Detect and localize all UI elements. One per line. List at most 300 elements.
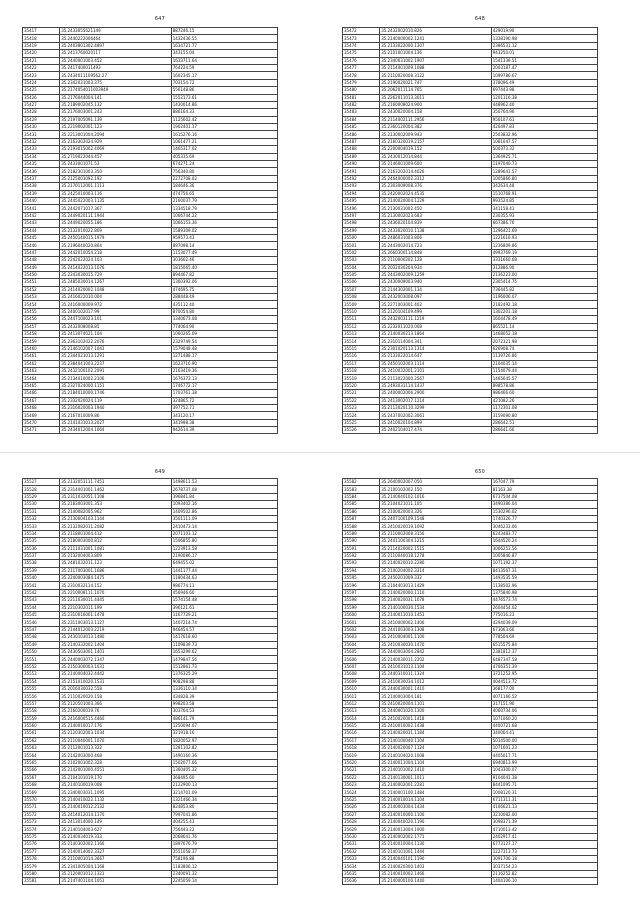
value-cell: 1623716.90 xyxy=(171,360,277,367)
value-cell: 4476573.74 xyxy=(491,597,597,604)
row-id-cell: 35439 xyxy=(23,190,60,197)
table-row xyxy=(343,612,598,619)
coordinate-cell: 35.2271003001.402 xyxy=(380,301,492,308)
coordinate-cell: 35.2114002111.2956 xyxy=(380,116,492,123)
row-id-cell: 35542 xyxy=(23,589,60,596)
coordinate-cell: 35.2134010002.2106 xyxy=(60,375,172,382)
table-row xyxy=(23,759,278,766)
value-cell: 764224.59 xyxy=(171,64,277,71)
table-row xyxy=(343,338,598,345)
value-cell: 397752.71 xyxy=(171,404,277,411)
value-cell: 1197040.73 xyxy=(491,161,597,168)
table-row xyxy=(23,338,278,345)
value-cell: 1676373.13 xyxy=(171,375,277,382)
coordinate-cell: 35.2363102022.2076 xyxy=(60,338,172,345)
coordinate-cell: 35.2344021013.1291 xyxy=(60,353,172,360)
value-cell: 1506855.80 xyxy=(171,538,277,545)
table-row xyxy=(23,796,278,803)
table-row xyxy=(23,848,278,855)
coordinate-cell: 35.2140010002.1466 xyxy=(380,870,492,877)
table-row xyxy=(23,323,278,330)
table-row xyxy=(343,323,598,330)
row-id-cell: 35627 xyxy=(343,811,380,818)
table-row xyxy=(343,486,598,493)
table-row xyxy=(343,286,598,293)
coordinate-cell: 35.2163202014.4026 xyxy=(380,168,492,175)
row-id-cell: 35521 xyxy=(343,390,380,397)
coordinate-cell: 35.2242022024.103 xyxy=(60,257,172,264)
value-cell: 1407214.74 xyxy=(171,619,277,626)
coordinate-cell: 35.2110020020.158 xyxy=(60,693,172,700)
coordinate-cell: 35.2443002014.723 xyxy=(380,242,492,249)
coordinate-cell: 35.2102001002.328 xyxy=(60,759,172,766)
row-id-cell: 35610 xyxy=(343,685,380,692)
table-row xyxy=(23,479,278,486)
value-cell: 1109839.73 xyxy=(171,641,277,648)
data-table xyxy=(22,27,278,434)
row-id-cell: 35574 xyxy=(23,826,60,833)
table-row xyxy=(343,131,598,138)
row-id-cell: 35510 xyxy=(343,308,380,315)
value-cell: 824853.80 xyxy=(171,804,277,811)
table-row xyxy=(343,308,598,315)
value-cell: 6940813.99 xyxy=(491,759,597,766)
value-cell: 429019.90 xyxy=(491,28,597,35)
row-id-cell: 35438 xyxy=(23,183,60,190)
page-number: 650 xyxy=(474,469,486,475)
value-cell: 3501111.09 xyxy=(171,515,277,522)
coordinate-cell: 35.2130002009.943 xyxy=(380,131,492,138)
value-cell: 2122900.13 xyxy=(171,782,277,789)
table-row xyxy=(343,745,598,752)
value-cell: 1093402.16 xyxy=(171,501,277,508)
coordinate-cell: 35.2430503001.1401 xyxy=(60,648,172,655)
value-cell: 1302201.18 xyxy=(491,308,597,315)
coordinate-cell: 35.2485030014.1267 xyxy=(60,279,172,286)
table-row xyxy=(23,183,278,190)
table-row xyxy=(23,508,278,515)
value-cell: 1541339.51 xyxy=(491,57,597,64)
row-id-cell: 35504 xyxy=(343,264,380,271)
table-row xyxy=(23,64,278,71)
table-row xyxy=(23,212,278,219)
table-row xyxy=(23,648,278,655)
coordinate-cell: 35.2314001001.1462 xyxy=(60,486,172,493)
coordinate-cell: 35.2189002045.132 xyxy=(60,101,172,108)
row-id-cell: 35588 xyxy=(343,523,380,530)
coordinate-cell: 35.2310016001.1478 xyxy=(60,612,172,619)
table-row xyxy=(343,234,598,241)
value-cell: 1479847.56 xyxy=(171,656,277,663)
table-row xyxy=(23,515,278,522)
row-id-cell: 35494 xyxy=(343,190,380,197)
row-id-cell: 35583 xyxy=(343,486,380,493)
value-cell: 756443.22 xyxy=(171,826,277,833)
value-cell: 1375840.98 xyxy=(491,589,597,596)
value-cell: 4294039.09 xyxy=(491,619,597,626)
coordinate-cell: 35.2110020008.3122 xyxy=(380,72,492,79)
row-id-cell: 35607 xyxy=(343,663,380,670)
coordinate-cell: 35.2140410022.1132 xyxy=(60,796,172,803)
value-cell: 4071166.52 xyxy=(491,693,597,700)
table-row xyxy=(23,153,278,160)
value-cell: 894467.82 xyxy=(171,271,277,278)
value-cell: 2402917.41 xyxy=(491,833,597,840)
row-id-cell: 35524 xyxy=(343,412,380,419)
row-id-cell: 35551 xyxy=(23,656,60,663)
table-row xyxy=(343,35,598,42)
coordinate-cell: 35.2413002017.1214 xyxy=(380,397,492,404)
value-cell: 6711311.31 xyxy=(491,796,597,803)
value-cell: 167047.79 xyxy=(491,479,597,486)
value-cell: 6737504.08 xyxy=(491,493,597,500)
coordinate-cell: 35.2140004032.4442 xyxy=(60,671,172,678)
table-row xyxy=(343,501,598,508)
row-id-cell: 35532 xyxy=(23,515,60,522)
value-cell: 1071060.20 xyxy=(491,715,597,722)
coordinate-cell: 35.2310032114.152 xyxy=(60,582,172,589)
coordinate-cell: 35.2441003003.1308 xyxy=(380,626,492,633)
coordinate-cell: 35.2032030204.934 xyxy=(380,264,492,271)
table-row xyxy=(23,671,278,678)
table-row xyxy=(23,72,278,79)
coordinate-cell: 35.2133022014.647 xyxy=(380,353,492,360)
table-row xyxy=(23,774,278,781)
table-row xyxy=(343,634,598,641)
row-id-cell: 35562 xyxy=(23,737,60,744)
row-id-cell: 35420 xyxy=(23,50,60,57)
table-row xyxy=(23,390,278,397)
table-row xyxy=(23,678,278,685)
coordinate-cell: 35.2140332002.1404 xyxy=(60,641,172,648)
table-row xyxy=(343,730,598,737)
table-row xyxy=(343,693,598,700)
table-row xyxy=(23,752,278,759)
row-id-cell: 35613 xyxy=(343,708,380,715)
coordinate-cell: 35.2311003013.1127 xyxy=(60,619,172,626)
table-row xyxy=(23,782,278,789)
coordinate-cell: 35.2183003001.353 xyxy=(60,501,172,508)
table-row xyxy=(343,257,598,264)
coordinate-cell: 35.2120501003.366 xyxy=(60,700,172,707)
value-cell: 4405017.71 xyxy=(491,752,597,759)
coordinate-cell: 35.2232011020.008 xyxy=(380,323,492,330)
value-cell: 2410473.14 xyxy=(171,523,277,530)
value-cell: 1432436.55 xyxy=(171,35,277,42)
value-cell: 6487347.58 xyxy=(491,656,597,663)
coordinate-cell: 35.2133022000.1307 xyxy=(380,42,492,49)
row-id-cell: 35464 xyxy=(23,375,60,382)
value-cell: 312886.90 xyxy=(491,264,597,271)
coordinate-cell: 35.2327024000.1151 xyxy=(60,382,172,389)
value-cell: 1138502.96 xyxy=(491,582,597,589)
table-row xyxy=(343,64,598,71)
value-cell: 1815065.40 xyxy=(171,264,277,271)
table-row xyxy=(343,42,598,49)
coordinate-cell: 35.2450201009.332 xyxy=(380,575,492,582)
value-cell: 1125602.42 xyxy=(171,116,277,123)
value-cell: 1005846.87 xyxy=(491,552,597,559)
row-id-cell: 35554 xyxy=(23,678,60,685)
row-id-cell: 35493 xyxy=(343,183,380,190)
coordinate-cell: 35.2219002001.123 xyxy=(60,124,172,131)
table-row xyxy=(23,131,278,138)
row-id-cell: 35620 xyxy=(343,759,380,766)
table-row xyxy=(23,730,278,737)
coordinate-cell: 35.2340031002.1907 xyxy=(380,57,492,64)
row-id-cell: 35518 xyxy=(343,367,380,374)
value-cell: 1364925.71 xyxy=(491,153,597,160)
value-cell: 230355.93 xyxy=(491,212,597,219)
table-row xyxy=(23,715,278,722)
value-cell: 2678737.08 xyxy=(171,486,277,493)
row-id-cell: 35629 xyxy=(343,826,380,833)
row-id-cell: 35628 xyxy=(343,818,380,825)
coordinate-cell: 35.2481032011.123 xyxy=(60,560,172,567)
row-id-cell: 35482 xyxy=(343,101,380,108)
value-cell: 1430014.86 xyxy=(171,101,277,108)
row-id-cell: 35419 xyxy=(23,42,60,49)
row-id-cell: 35453 xyxy=(23,294,60,301)
value-cell: 3091706.18 xyxy=(491,855,597,862)
row-id-cell: 35430 xyxy=(23,124,60,131)
value-cell: 1066744.22 xyxy=(171,212,277,219)
row-id-cell: 35561 xyxy=(23,730,60,737)
value-cell: 5014500.00 xyxy=(491,737,597,744)
table-row xyxy=(23,168,278,175)
table-row xyxy=(343,367,598,374)
value-cell: 1153077.49 xyxy=(171,249,277,256)
coordinate-cell: 35.2140014002.3327 xyxy=(60,848,172,855)
row-id-cell: 35512 xyxy=(343,323,380,330)
coordinate-cell: 35.2316020003.1940 xyxy=(60,404,172,411)
coordinate-cell: 35.2140020300.1403 xyxy=(380,863,492,870)
coordinate-cell: 35.2410032001.2101 xyxy=(380,367,492,374)
coordinate-cell: 35.2400002006.2900 xyxy=(380,390,492,397)
value-cell: 703154.72 xyxy=(171,79,277,86)
value-cell: 1574154.48 xyxy=(171,597,277,604)
value-cell: 1740326.77 xyxy=(491,515,597,522)
row-id-cell: 35466 xyxy=(23,390,60,397)
value-cell: 1465317.02 xyxy=(171,146,277,153)
value-cell: 1081047.57 xyxy=(491,138,597,145)
row-id-cell: 35609 xyxy=(343,678,380,685)
row-id-cell: 35437 xyxy=(23,175,60,182)
table-row xyxy=(343,153,598,160)
coordinate-cell: 35.2120104109.499 xyxy=(380,308,492,315)
table-row xyxy=(343,545,598,552)
table-row xyxy=(23,234,278,241)
coordinate-cell: 35.2104403013.1429 xyxy=(380,582,492,589)
table-row xyxy=(343,116,598,123)
coordinate-cell: 35.2341005004.1168 xyxy=(60,863,172,870)
coordinate-cell: 35.2117003001.1686 xyxy=(60,567,172,574)
row-id-cell: 35612 xyxy=(343,700,380,707)
coordinate-cell: 35.2130002023.683 xyxy=(380,212,492,219)
value-cell: 6773127.17 xyxy=(491,841,597,848)
coordinate-cell: 35.2432003111.1219 xyxy=(380,316,492,323)
value-cell: 368495.60 xyxy=(171,774,277,781)
table-row xyxy=(343,375,598,382)
value-cell: 2272708.02 xyxy=(171,175,277,182)
table-row xyxy=(343,427,598,434)
table-row xyxy=(343,412,598,419)
row-id-cell: 35435 xyxy=(23,161,60,168)
table-row xyxy=(23,811,278,818)
table-row xyxy=(23,878,278,885)
table-row xyxy=(23,612,278,619)
coordinate-cell: 35.2410004001.1100 xyxy=(380,634,492,641)
value-cell: 1296421.69 xyxy=(491,227,597,234)
table-row xyxy=(343,552,598,559)
table-row xyxy=(343,316,598,323)
row-id-cell: 35585 xyxy=(343,501,380,508)
row-id-cell: 35601 xyxy=(343,619,380,626)
value-cell: 1201116.38 xyxy=(491,94,597,101)
table-row xyxy=(343,138,598,145)
table-row xyxy=(343,789,598,796)
table-row xyxy=(23,552,278,559)
coordinate-cell: 35.2140101001.1444 xyxy=(380,848,492,855)
row-id-cell: 35436 xyxy=(23,168,60,175)
coordinate-cell: 35.2413074021.104 xyxy=(60,331,172,338)
table-row xyxy=(343,759,598,766)
table-row xyxy=(343,538,598,545)
coordinate-cell: 35.2144302001.134 xyxy=(380,286,492,293)
row-id-cell: 35635 xyxy=(343,870,380,877)
coordinate-cell: 35.2120001012.1321 xyxy=(60,870,172,877)
row-id-cell: 35426 xyxy=(23,94,60,101)
table-row xyxy=(343,87,598,94)
value-cell: 2072321.98 xyxy=(491,338,597,345)
row-id-cell: 35428 xyxy=(23,109,60,116)
value-cell: 2104035.14 xyxy=(491,360,597,367)
row-id-cell: 35522 xyxy=(343,397,380,404)
coordinate-cell: 35.2132051111.7451 xyxy=(60,479,172,486)
row-id-cell: 35563 xyxy=(23,745,60,752)
value-cell: 1404106.10 xyxy=(491,878,597,885)
coordinate-cell: 35.2450102003.1114 xyxy=(380,360,492,367)
table-row xyxy=(23,382,278,389)
coordinate-cell: 35.2360120004.382 xyxy=(380,124,492,131)
table-row xyxy=(343,597,598,604)
coordinate-cell: 35.2140030213.1864 xyxy=(380,331,492,338)
coordinate-cell: 35.2449020111.1944 xyxy=(60,212,172,219)
coordinate-cell: 35.2174054011003949 xyxy=(60,87,172,94)
value-cell: 1653299.62 xyxy=(171,648,277,655)
coordinate-cell: 35.2243030015.729 xyxy=(60,271,172,278)
value-cell: 3159090.80 xyxy=(491,412,597,419)
value-cell: 500373.32 xyxy=(491,146,597,153)
page-number: 649 xyxy=(154,469,166,475)
value-cell: 321918.16 xyxy=(171,730,277,737)
coordinate-cell: 35.2147401104.1051 xyxy=(60,878,172,885)
value-cell: 2136223.00 xyxy=(491,271,597,278)
table-row xyxy=(343,175,598,182)
table-row xyxy=(343,648,598,655)
coordinate-cell: 35.2160200019.76 xyxy=(60,708,172,715)
value-cell: 343155.04 xyxy=(171,50,277,57)
value-cell: 1602345.17 xyxy=(171,72,277,79)
coordinate-cell: 35.2100020003.326 xyxy=(380,508,492,515)
row-id-cell: 35516 xyxy=(343,353,380,360)
row-id-cell: 35546 xyxy=(23,619,60,626)
coordinate-cell: 35.2141031013.2027 xyxy=(60,419,172,426)
row-id-cell: 35517 xyxy=(343,360,380,367)
table-row xyxy=(343,604,598,611)
table-row xyxy=(343,560,598,567)
table-row xyxy=(343,678,598,685)
coordinate-cell: 35.2110040001.1070 xyxy=(60,737,172,744)
coordinate-cell: 35.2410030030.1470 xyxy=(380,641,492,648)
coordinate-cell: 35.2118001004.412 xyxy=(60,530,172,537)
coordinate-cell: 35.2130004103.1144 xyxy=(60,515,172,522)
coordinate-cell: 35.2486031003.806 xyxy=(380,234,492,241)
value-cell: 1633711.64 xyxy=(171,57,277,64)
table-row xyxy=(23,789,278,796)
coordinate-cell: 35.2430103013.1480 xyxy=(60,634,172,641)
coordinate-cell: 35.2140000100.1440 xyxy=(380,878,492,885)
row-id-cell: 35485 xyxy=(343,124,380,131)
row-id-cell: 35632 xyxy=(343,848,380,855)
row-id-cell: 35548 xyxy=(23,634,60,641)
table-row xyxy=(23,205,278,212)
value-cell: 649455.02 xyxy=(171,560,277,567)
value-cell: 288448.49 xyxy=(171,294,277,301)
table-row xyxy=(343,752,598,759)
coordinate-cell: 35.2403801302.4897 xyxy=(60,42,172,49)
row-id-cell: 35634 xyxy=(343,863,380,870)
row-id-cell: 35490 xyxy=(343,161,380,168)
row-id-cell: 35483 xyxy=(343,109,380,116)
coordinate-cell: 35.2114001009.1088 xyxy=(380,64,492,71)
value-cell: 6243483.77 xyxy=(491,530,597,537)
row-id-cell: 35432 xyxy=(23,138,60,145)
coordinate-cell: 35.2193015002.4069 xyxy=(60,146,172,153)
coordinate-cell: 35.2410031013.1104 xyxy=(380,663,492,670)
value-cell: 2381812.37 xyxy=(491,648,597,655)
value-cell: 897098.14 xyxy=(171,242,277,249)
row-id-cell: 35553 xyxy=(23,671,60,678)
coordinate-cell: 35.2414022013.1076 xyxy=(60,264,172,271)
table-row xyxy=(343,212,598,219)
value-cell: 778504.69 xyxy=(491,634,597,641)
coordinate-cell: 35.2150300003.1031 xyxy=(60,663,172,670)
row-id-cell: 35418 xyxy=(23,35,60,42)
row-id-cell: 35633 xyxy=(343,855,380,862)
value-cell: 1227313.73 xyxy=(491,848,597,855)
coordinate-cell: 35.2140013004.1000 xyxy=(380,826,492,833)
value-cell: 774064.90 xyxy=(171,323,277,330)
row-id-cell: 35614 xyxy=(343,715,380,722)
table-row xyxy=(23,582,278,589)
row-id-cell: 35591 xyxy=(343,545,380,552)
value-cell: 342634.48 xyxy=(491,183,597,190)
coordinate-cell: 35.2140001100.1484 xyxy=(380,789,492,796)
value-cell: 1180434.63 xyxy=(171,575,277,582)
table-row xyxy=(343,345,598,352)
coordinate-cell: 35.2240003084.1475 xyxy=(60,575,172,582)
value-cell: 1340673.08 xyxy=(171,316,277,323)
coordinate-cell: 35.2062011114.765 xyxy=(380,87,492,94)
table-row xyxy=(343,767,598,774)
table-row xyxy=(343,57,598,64)
table-row xyxy=(343,863,598,870)
row-id-cell: 35623 xyxy=(343,782,380,789)
row-id-cell: 35458 xyxy=(23,331,60,338)
row-id-cell: 35514 xyxy=(343,338,380,345)
coordinate-cell: 35.2140034019.333 xyxy=(60,833,172,840)
